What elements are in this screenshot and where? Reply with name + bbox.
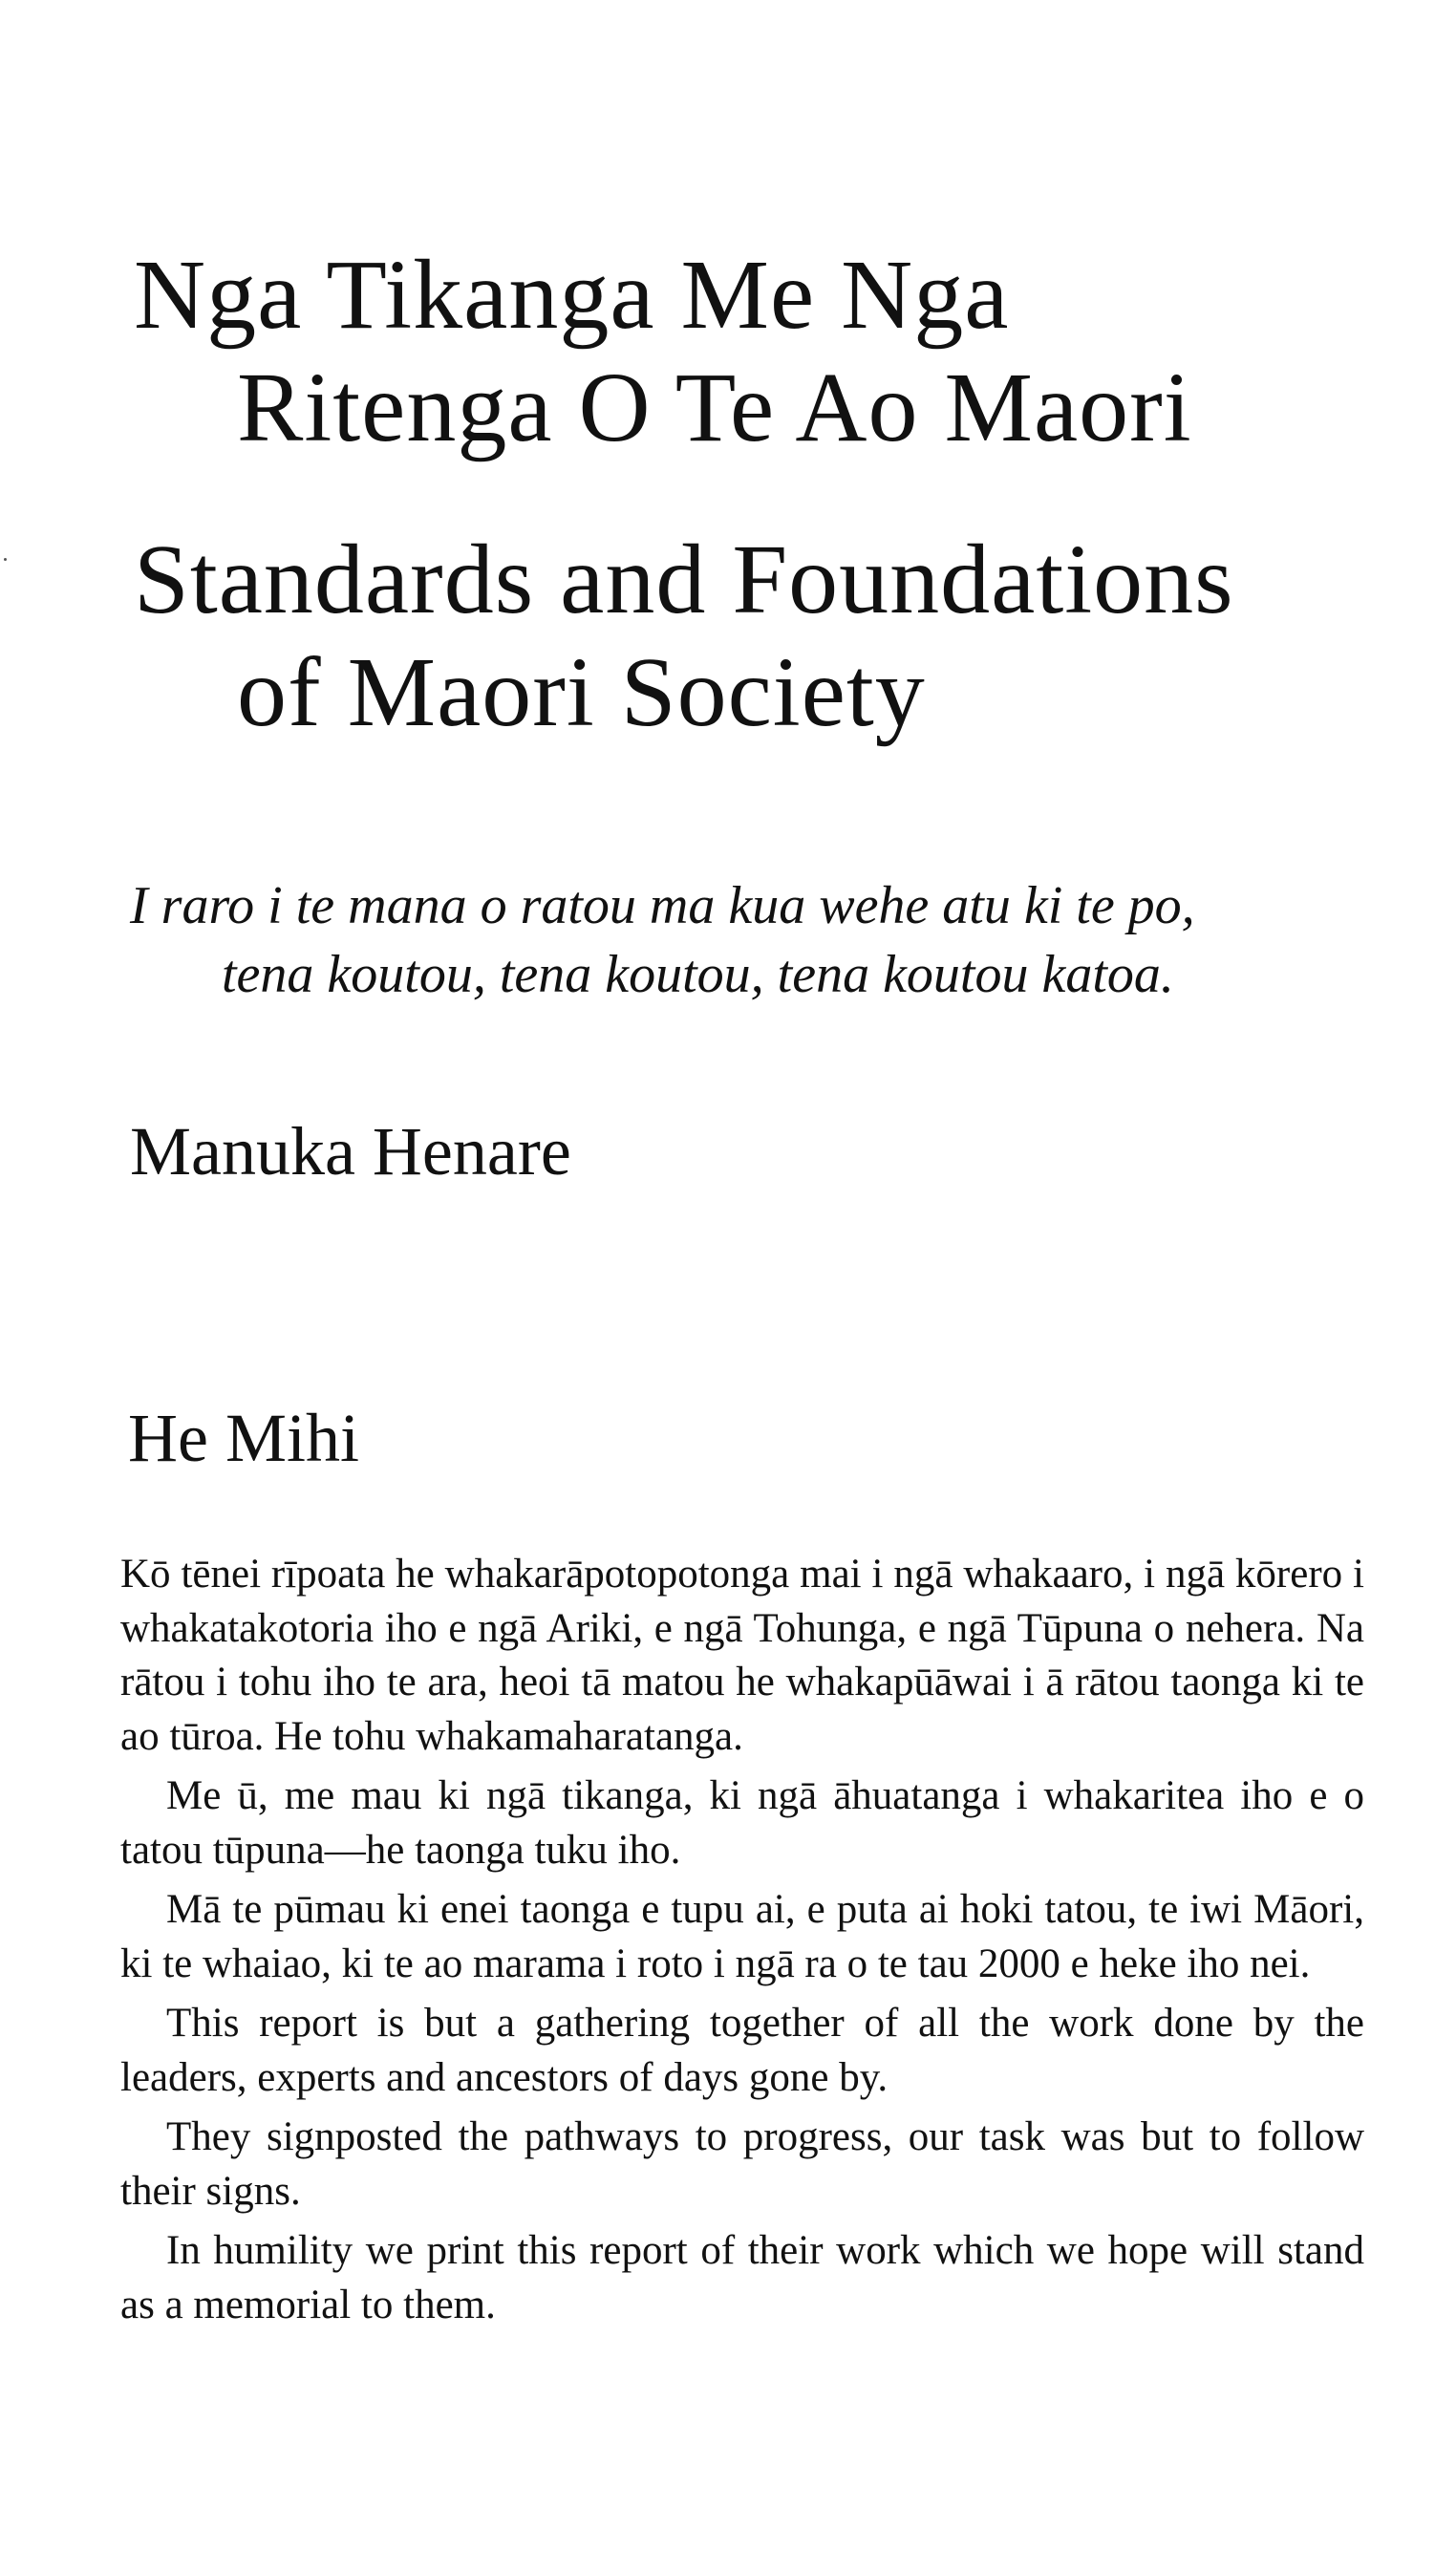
- margin-speck: [4, 558, 7, 561]
- paragraph-4: This report is but a gathering together of all the work done by the leaders, experts and ancestors of days gone by.: [120, 2001, 1364, 2100]
- title-english: [134, 524, 1318, 749]
- paragraph-3: Mā te pūmau ki enei taonga e tupu ai, e puta ai hoki tatou, te iwi Māori, ki te whaiao, ki te ao marama i roto i ngā ra o te tau 2000 e heke iho nei.: [120, 1887, 1364, 1986]
- title-english-line-2: of Maori Society: [237, 637, 926, 747]
- paragraph-2: Me ū, me mau ki ngā tikanga, ki ngā āhuatanga i whakaritea iho e o tatou tūpuna—he taonga tuku iho.: [120, 1773, 1364, 1873]
- paragraph-1: Kō tēnei rīpoata he whakarāpotopotonga mai i ngā whakaaro, i ngā kōrero i whakatakotoria iho e ngā Ariki, e ngā Tohunga, e ngā Tūpuna o nehera. Na rātou i tohu iho te ara, heoi tā matou he whakapūāwai i ā rātou taonga ki te ao tūroa. He tohu whakamaharatanga.: [120, 1552, 1364, 1759]
- paragraph-6: In humility we print this report of their work which we hope will stand as a memorial to them.: [120, 2228, 1364, 2327]
- epigraph: [130, 871, 1324, 1009]
- section-body: [120, 1548, 1364, 2332]
- title-maori-line-1: Nga Tikanga Me Nga: [134, 240, 1010, 350]
- title-maori-line-2: Ritenga O Te Ao Maori: [237, 353, 1192, 462]
- author-name: Manuka Henare: [130, 1113, 571, 1190]
- epigraph-line-1: I raro i te mana o ratou ma kua wehe atu ki te po,: [130, 876, 1195, 935]
- title-english-line-1: Standards and Foundations: [134, 525, 1234, 634]
- paragraph-5: They signposted the pathways to progress, our task was but to follow their signs.: [120, 2114, 1364, 2214]
- title-maori: [134, 239, 1318, 464]
- epigraph-line-2: tena koutou, tena koutou, tena koutou katoa.: [222, 945, 1174, 1004]
- section-heading: He Mihi: [128, 1400, 359, 1476]
